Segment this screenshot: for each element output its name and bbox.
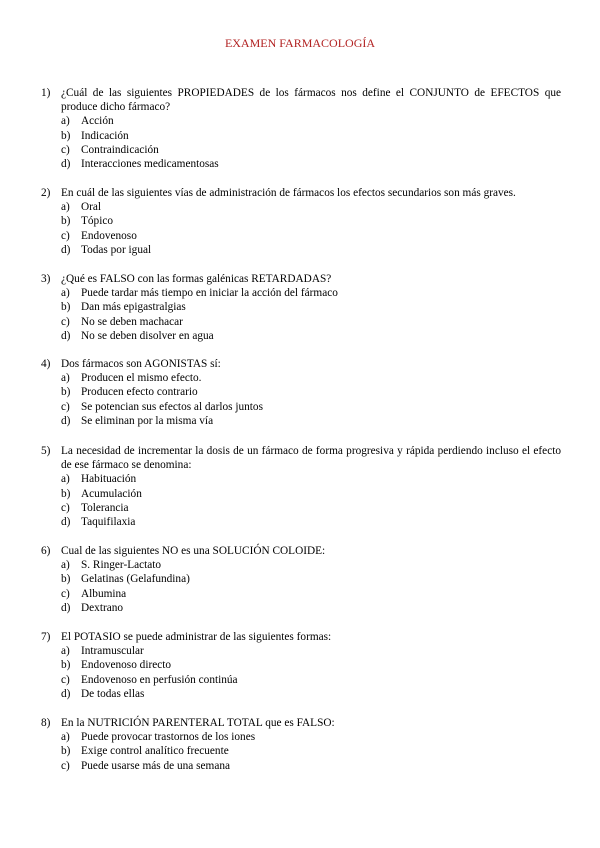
question-line: [41, 716, 561, 730]
option-item: [41, 744, 561, 758]
option-item: [41, 658, 561, 672]
option-text: No se deben machacar: [81, 315, 183, 328]
question-text: ¿Qué es FALSO con las formas galénicas RETARDADAS?: [61, 273, 332, 285]
question-text: En la NUTRICIÓN PARENTERAL TOTAL que es FALSO:: [61, 717, 335, 729]
question-text: En cuál de las siguientes vías de administración de fármacos los efectos secundarios son más graves.: [61, 187, 516, 199]
option-text: De todas ellas: [81, 687, 145, 700]
option-list: [41, 371, 561, 428]
option-text: Producen el mismo efecto.: [81, 372, 202, 385]
option-letter: a): [61, 372, 70, 385]
option-text: Albumina: [81, 587, 127, 600]
option-letter: a): [61, 473, 70, 486]
question-number: 3): [41, 273, 51, 285]
option-text: No se deben disolver en agua: [81, 329, 214, 342]
option-item: [41, 371, 561, 385]
question-number: 2): [41, 187, 51, 199]
option-list: [41, 558, 561, 615]
option-item: [41, 472, 561, 486]
option-letter: d): [61, 601, 71, 614]
option-text: Endovenoso directo: [81, 659, 172, 672]
option-text: Todas por igual: [81, 243, 152, 256]
option-item: [41, 129, 561, 143]
option-letter: b): [61, 215, 71, 228]
option-list: [41, 114, 561, 171]
option-letter: b): [61, 301, 71, 314]
option-item: [41, 673, 561, 687]
question-number: 5): [41, 445, 51, 457]
option-letter: d): [61, 516, 71, 529]
option-text: Acumulación: [81, 487, 142, 500]
option-letter: b): [61, 745, 71, 758]
option-text: Endovenoso en perfusión continúa: [81, 673, 238, 686]
option-letter: c): [61, 400, 70, 413]
question-number: 1): [41, 87, 51, 99]
option-text: Indicación: [81, 129, 129, 142]
option-item: [41, 414, 561, 428]
option-text: Intramuscular: [81, 645, 144, 658]
option-letter: c): [61, 143, 70, 156]
option-letter: a): [61, 115, 70, 128]
question-1: [41, 86, 561, 171]
question-8: [41, 716, 561, 773]
option-letter: a): [61, 201, 70, 214]
question-2: [41, 186, 561, 257]
question-number: 4): [41, 358, 51, 370]
option-item: [41, 687, 561, 701]
option-letter: d): [61, 243, 71, 256]
option-text: Oral: [81, 201, 102, 214]
option-letter: a): [61, 287, 70, 300]
option-letter: c): [61, 501, 70, 514]
option-letter: c): [61, 229, 70, 242]
option-text: Puede tardar más tiempo en iniciar la acción del fármaco: [81, 287, 338, 300]
question-text: Cual de las siguientes NO es una SOLUCIÓN COLOIDE:: [61, 545, 326, 557]
question-line: [41, 444, 561, 472]
option-item: [41, 644, 561, 658]
option-item: [41, 730, 561, 744]
option-list: [41, 472, 561, 529]
option-text: Producen efecto contrario: [81, 386, 198, 399]
option-letter: a): [61, 645, 70, 658]
option-text: Exige control analítico frecuente: [81, 745, 229, 758]
option-item: [41, 315, 561, 329]
question-line: [41, 86, 561, 114]
option-item: [41, 515, 561, 529]
option-item: [41, 487, 561, 501]
option-item: [41, 759, 561, 773]
option-text: Puede usarse más de una semana: [81, 759, 231, 772]
option-item: [41, 385, 561, 399]
question-line: [41, 272, 561, 286]
option-text: Contraindicación: [81, 143, 159, 156]
option-letter: a): [61, 559, 70, 572]
option-item: [41, 329, 561, 343]
option-letter: d): [61, 158, 71, 171]
question-4: [41, 357, 561, 428]
option-text: Dextrano: [81, 601, 124, 614]
option-text: Se eliminan por la misma vía: [81, 414, 214, 427]
option-letter: b): [61, 386, 71, 399]
option-list: [41, 286, 561, 343]
option-text: Se potencian sus efectos al darlos juntos: [81, 400, 263, 413]
option-letter: b): [61, 487, 71, 500]
question-text: El POTASIO se puede administrar de las siguientes formas:: [61, 631, 332, 643]
option-text: Taquifilaxia: [81, 516, 136, 529]
question-line: [41, 357, 561, 371]
option-text: Acción: [81, 115, 114, 128]
option-text: Gelatinas (Gelafundina): [81, 573, 190, 586]
option-letter: c): [61, 315, 70, 328]
option-item: [41, 114, 561, 128]
option-text: S. Ringer-Lactato: [81, 559, 162, 572]
option-letter: b): [61, 573, 71, 586]
option-item: [41, 558, 561, 572]
option-letter: c): [61, 673, 70, 686]
option-item: [41, 501, 561, 515]
option-letter: d): [61, 687, 71, 700]
option-letter: b): [61, 659, 71, 672]
option-item: [41, 300, 561, 314]
question-7: [41, 630, 561, 701]
option-list: [41, 200, 561, 257]
option-item: [41, 157, 561, 171]
question-5: [41, 444, 561, 529]
option-item: [41, 214, 561, 228]
option-item: [41, 601, 561, 615]
option-item: [41, 400, 561, 414]
question-line: [41, 186, 561, 200]
option-text: Puede provocar trastornos de los iones: [81, 731, 256, 744]
option-text: Habituación: [81, 473, 137, 486]
question-number: 7): [41, 631, 51, 643]
option-item: [41, 587, 561, 601]
option-letter: a): [61, 731, 70, 744]
option-item: [41, 229, 561, 243]
question-number: 8): [41, 717, 51, 729]
option-item: [41, 286, 561, 300]
question-line: [41, 544, 561, 558]
question-text: La necesidad de incrementar la dosis de un fármaco de forma progresiva y rápida perdiendo incluso el efecto de ese fármaco se denomina:: [61, 445, 561, 472]
question-text: ¿Cuál de las siguientes PROPIEDADES de los fármacos nos define el CONJUNTO de EFECTOS que produce dicho fármaco?: [61, 87, 561, 114]
option-item: [41, 572, 561, 586]
option-text: Endovenoso: [81, 229, 137, 242]
option-text: Tópico: [81, 215, 113, 228]
question-3: [41, 272, 561, 343]
option-list: [41, 644, 561, 701]
question-6: [41, 544, 561, 615]
option-item: [41, 200, 561, 214]
option-item: [41, 243, 561, 257]
option-letter: c): [61, 587, 70, 600]
option-item: [41, 143, 561, 157]
question-text: Dos fármacos son AGONISTAS sí:: [61, 358, 221, 370]
option-text: Dan más epigastralgias: [81, 301, 186, 314]
option-letter: c): [61, 759, 70, 772]
option-text: Tolerancia: [81, 501, 129, 514]
option-letter: d): [61, 414, 71, 427]
page-title: EXAMEN FARMACOLOGÍA: [224, 36, 376, 50]
option-letter: b): [61, 129, 71, 142]
question-line: [41, 630, 561, 644]
option-text: Interacciones medicamentosas: [81, 158, 219, 171]
question-number: 6): [41, 545, 51, 557]
option-letter: d): [61, 329, 71, 342]
option-list: [41, 730, 561, 773]
